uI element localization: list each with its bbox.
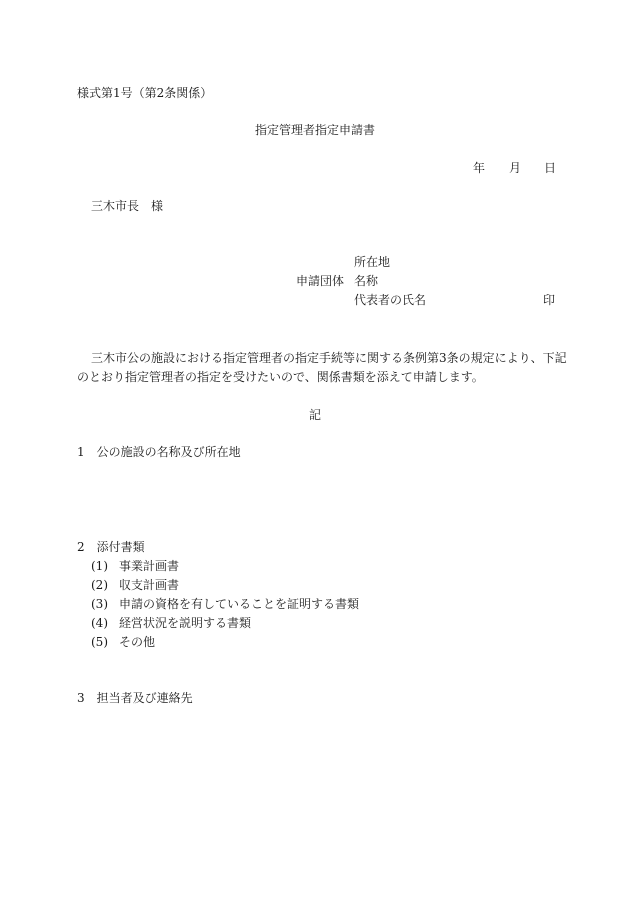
body-text-line-2: のとおり指定管理者の指定を受けたいので、関係書類を添えて申請します。 — [77, 370, 484, 384]
addressee: 三木市長 様 — [91, 199, 164, 213]
section-3-heading: 3 担当者及び連絡先 — [77, 691, 193, 705]
attachment-number: (5) — [91, 635, 108, 649]
seal-label: 印 — [543, 293, 556, 307]
attachment-number: (4) — [91, 616, 108, 630]
document-title: 指定管理者指定申請書 — [254, 123, 375, 137]
attachment-number: (1) — [91, 559, 108, 573]
representative-name-label: 代表者の氏名 — [354, 293, 427, 307]
applicant-group-label: 申請団体 — [296, 274, 345, 288]
section-2-heading: 2 添付書類 — [77, 540, 145, 554]
body-text-line-1: 三木市公の施設における指定管理者の指定手続等に関する条例第3条の規定により、下記 — [91, 351, 567, 365]
attachment-number: (2) — [91, 578, 108, 592]
applicant-address-label: 所在地 — [354, 255, 391, 269]
attachment-number: (3) — [91, 597, 108, 611]
attachment-item: その他 — [119, 635, 156, 649]
date-year-label: 年 — [473, 161, 486, 175]
date-month-label: 月 — [509, 161, 522, 175]
attachment-item: 申請の資格を有していることを証明する書類 — [119, 597, 360, 611]
applicant-name-label: 名称 — [354, 274, 379, 288]
ki-heading: 記 — [308, 408, 321, 422]
attachment-item: 経営状況を説明する書類 — [119, 616, 252, 630]
attachment-item: 収支計画書 — [119, 578, 180, 592]
form-number: 様式第1号（第2条関係） — [77, 86, 213, 100]
date-day-label: 日 — [544, 161, 557, 175]
attachment-item: 事業計画書 — [119, 559, 180, 573]
section-1-heading: 1 公の施設の名称及び所在地 — [77, 445, 241, 459]
